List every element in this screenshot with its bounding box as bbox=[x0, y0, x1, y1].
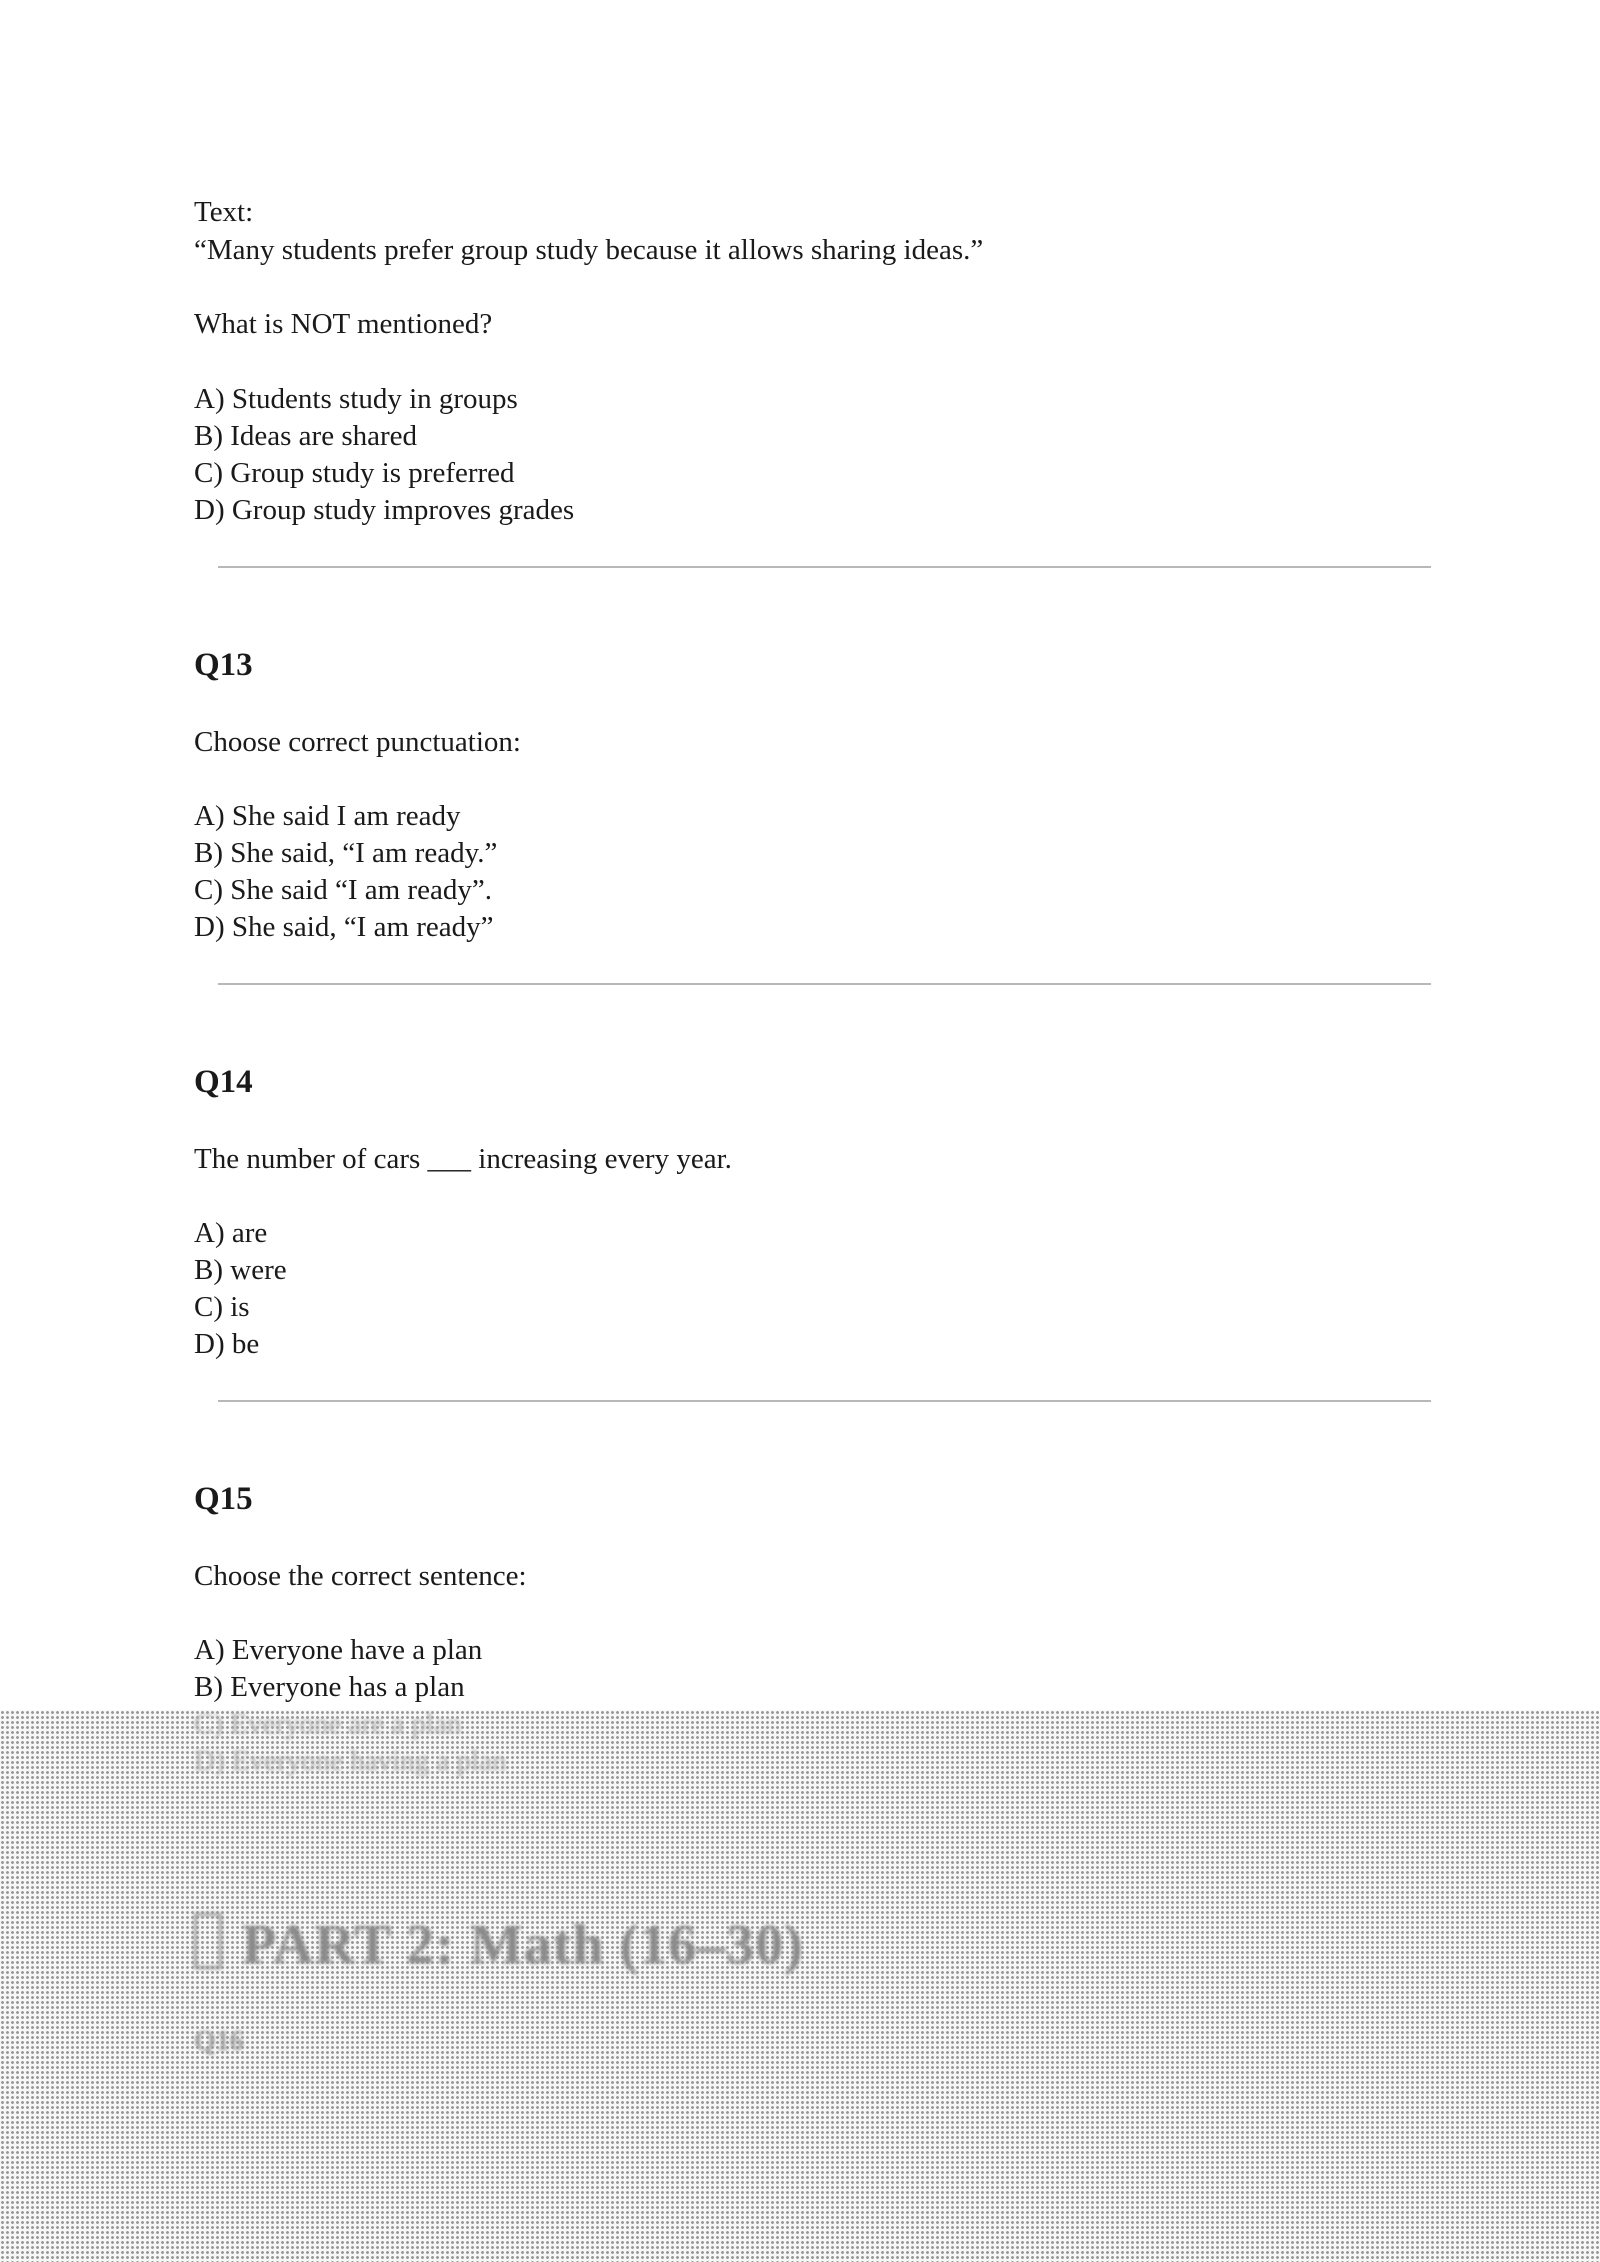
q12-prompt: What is NOT mentioned? bbox=[194, 308, 493, 340]
q13-option-a: A) She said I am ready bbox=[194, 800, 461, 832]
placeholder-icon bbox=[194, 1913, 222, 1969]
q14-option-c: C) is bbox=[194, 1291, 250, 1323]
q14-prompt: The number of cars ___ increasing every year. bbox=[194, 1143, 732, 1175]
divider bbox=[218, 566, 1431, 568]
part2-heading bbox=[194, 1910, 804, 1980]
q14-option-d: D) be bbox=[194, 1328, 260, 1360]
part2-heading-text: PART 2: Math (16–30) bbox=[242, 1914, 804, 1976]
q14-option-b: B) were bbox=[194, 1254, 287, 1286]
q12-option-c: C) Group study is preferred bbox=[194, 457, 515, 489]
q12-option-a: A) Students study in groups bbox=[194, 383, 518, 415]
q13-option-b: B) She said, “I am ready.” bbox=[194, 837, 498, 869]
q15-option-b: B) Everyone has a plan bbox=[194, 1671, 465, 1703]
q13-title: Q13 bbox=[194, 647, 253, 683]
q12-text-label: Text: bbox=[194, 196, 254, 228]
q14-option-a: A) are bbox=[194, 1217, 268, 1249]
q15-option-a: A) Everyone have a plan bbox=[194, 1634, 483, 1666]
q15-title: Q15 bbox=[194, 1481, 253, 1517]
q15-option-c: C) Everyone are a plan bbox=[194, 1708, 462, 1740]
q12-passage: “Many students prefer group study because it allows sharing ideas.” bbox=[194, 234, 984, 266]
dotted-overlay bbox=[0, 1710, 1600, 2262]
q13-option-c: C) She said “I am ready”. bbox=[194, 874, 492, 906]
q13-prompt: Choose correct punctuation: bbox=[194, 726, 521, 758]
divider bbox=[218, 1400, 1431, 1402]
q16-title: Q16 bbox=[194, 2026, 244, 2057]
q13-option-d: D) She said, “I am ready” bbox=[194, 911, 494, 943]
q15-prompt: Choose the correct sentence: bbox=[194, 1560, 527, 1592]
divider bbox=[218, 983, 1431, 985]
q15-option-d: D) Everyone having a plan bbox=[194, 1745, 507, 1777]
q12-option-b: B) Ideas are shared bbox=[194, 420, 418, 452]
q14-title: Q14 bbox=[194, 1064, 253, 1100]
q12-option-d: D) Group study improves grades bbox=[194, 494, 575, 526]
